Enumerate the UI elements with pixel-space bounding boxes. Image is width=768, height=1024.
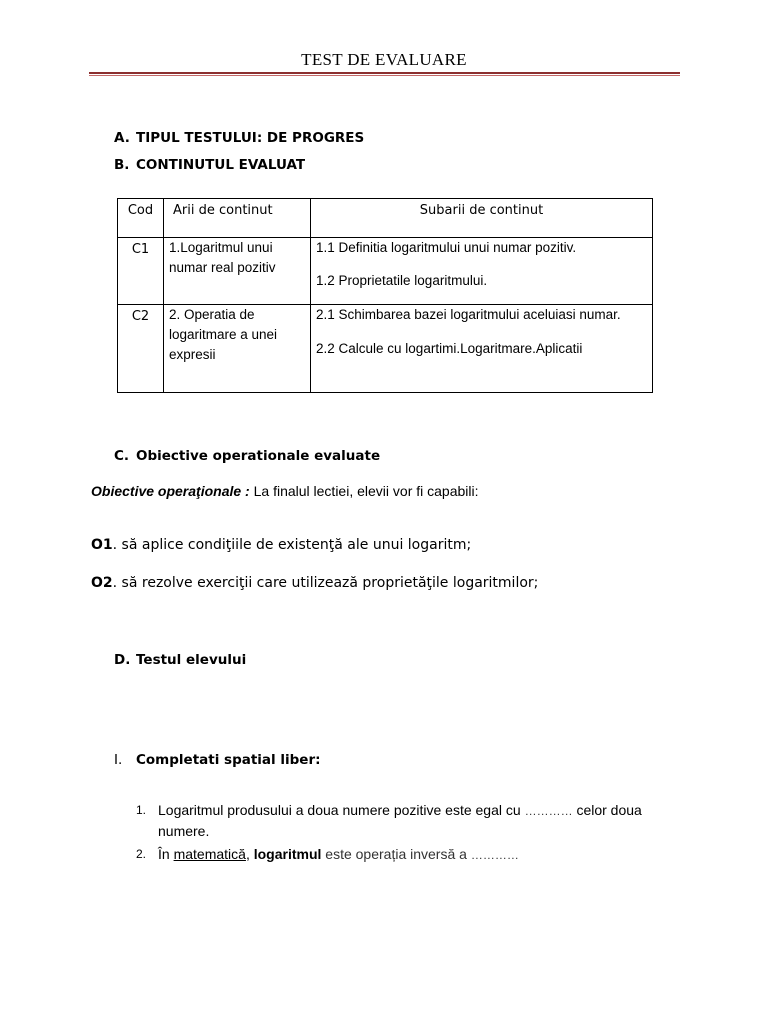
exercise-heading: I. Completati spatial liber: [114, 752, 321, 768]
blank-dots: ………… [470, 848, 519, 862]
title-divider-thin [89, 75, 680, 76]
table-row [118, 238, 653, 305]
header-cod: Cod [118, 199, 164, 238]
section-d: D. Testul elevului [114, 652, 247, 668]
section-b: B. CONTINUTUL EVALUAT [114, 157, 306, 173]
subarea-item: 1.2 Proprietatile logaritmului. [316, 273, 488, 288]
section-c: C. Obiective operationale evaluate [114, 448, 381, 464]
page-title: TEST DE EVALUARE [301, 50, 467, 69]
section-a-text: TIPUL TESTULUI: DE PROGRES [136, 130, 365, 146]
row-code: C2 [118, 305, 164, 393]
row-subareas [311, 238, 653, 305]
header-arii: Arii de continut [164, 199, 311, 238]
section-b-text: CONTINUTUL EVALUAT [136, 157, 306, 173]
objective-o2: O2. să rezolve exerciţii care utilizează proprietăţile logaritmilor; [91, 575, 539, 591]
row-subareas [311, 305, 653, 393]
blank-dots: ………… [524, 804, 573, 818]
matematica-link[interactable]: matematică [173, 846, 246, 862]
section-d-text: Testul elevului [136, 652, 247, 668]
header-subarii: Subarii de continut [311, 199, 653, 238]
subarea-item: 2.2 Calcule cu logartimi.Logaritmare.Aplicatii [316, 341, 583, 356]
row-code: C1 [118, 238, 164, 305]
objective-o1: O1. să aplice condiţiile de existenţă ale unui logaritm; [91, 537, 472, 553]
objectives-intro-text: La finalul lectiei, elevii vor fi capabili: [249, 483, 479, 499]
objectives-intro [91, 483, 479, 499]
row-area: 1.Logaritmul unui numar real pozitiv [164, 238, 311, 305]
exercise-heading-text: Completati spatial liber: [136, 752, 321, 768]
title-divider [89, 72, 680, 74]
row-area: 2. Operatia de logaritmare a unei expresii [164, 305, 311, 393]
section-c-text: Obiective operationale evaluate [136, 448, 381, 464]
section-a: A. TIPUL TESTULUI: DE PROGRES [114, 130, 365, 146]
objectives-label: Obiective operaţionale : [91, 483, 250, 499]
content-table [117, 198, 653, 393]
subarea-item: 1.1 Definitia logaritmului unui numar pozitiv. [316, 240, 577, 255]
subarea-item: 2.1 Schimbarea bazei logaritmului aceluiasi numar. [316, 307, 621, 322]
table-header-row [118, 199, 653, 238]
table-row [118, 305, 653, 393]
